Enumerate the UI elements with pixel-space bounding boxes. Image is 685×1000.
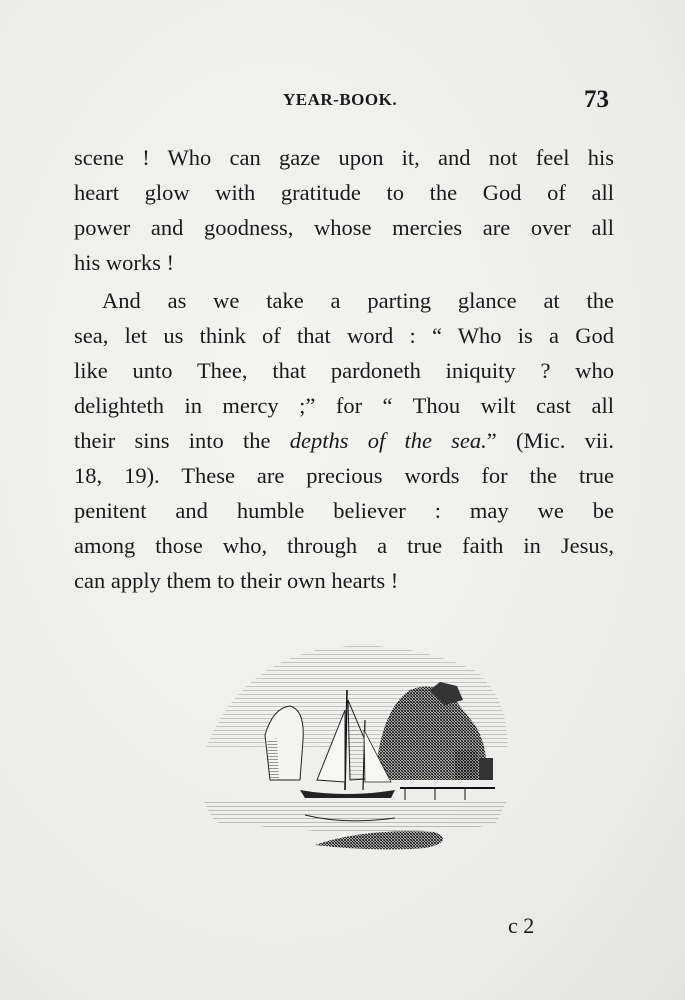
page-number: 73 bbox=[584, 86, 609, 113]
text-line: heart glow with gratitude to the God of all bbox=[74, 180, 614, 205]
text-line: like unto Thee, that pardoneth iniquity ? who bbox=[74, 358, 614, 383]
text-line: scene ! Who can gaze upon it, and not feel his bbox=[74, 145, 614, 170]
text-line: sea, let us think of that word : “ Who is a God bbox=[74, 323, 614, 348]
text-line: power and goodness, whose mercies are over all bbox=[74, 215, 614, 240]
paragraph-1 bbox=[74, 140, 614, 280]
signature-mark: c 2 bbox=[508, 913, 535, 938]
engraving-illustration bbox=[195, 630, 515, 860]
text-line-mixed bbox=[74, 423, 614, 458]
text-line: among those who, through a true faith in Jesus, bbox=[74, 533, 614, 558]
text-line: 18, 19). These are precious words for the true bbox=[74, 463, 614, 488]
text-line: penitent and humble believer : may we be bbox=[74, 498, 614, 523]
text-line: his works ! bbox=[74, 250, 174, 275]
text-segment: their sins into the bbox=[74, 428, 271, 453]
running-head: YEAR-BOOK. bbox=[283, 90, 398, 109]
text-line: can apply them to their own hearts ! bbox=[74, 568, 399, 593]
text-segment: ” (Mic. vii. bbox=[486, 428, 615, 453]
text-line: delighteth in mercy ;” for “ Thou wilt cast all bbox=[74, 393, 614, 418]
italic-phrase: depths of the sea. bbox=[289, 428, 487, 453]
text-line: And as we take a parting glance at the bbox=[102, 288, 614, 313]
paragraph-2 bbox=[74, 283, 614, 598]
ship-engraving-icon bbox=[195, 630, 515, 860]
body-text bbox=[74, 140, 614, 598]
